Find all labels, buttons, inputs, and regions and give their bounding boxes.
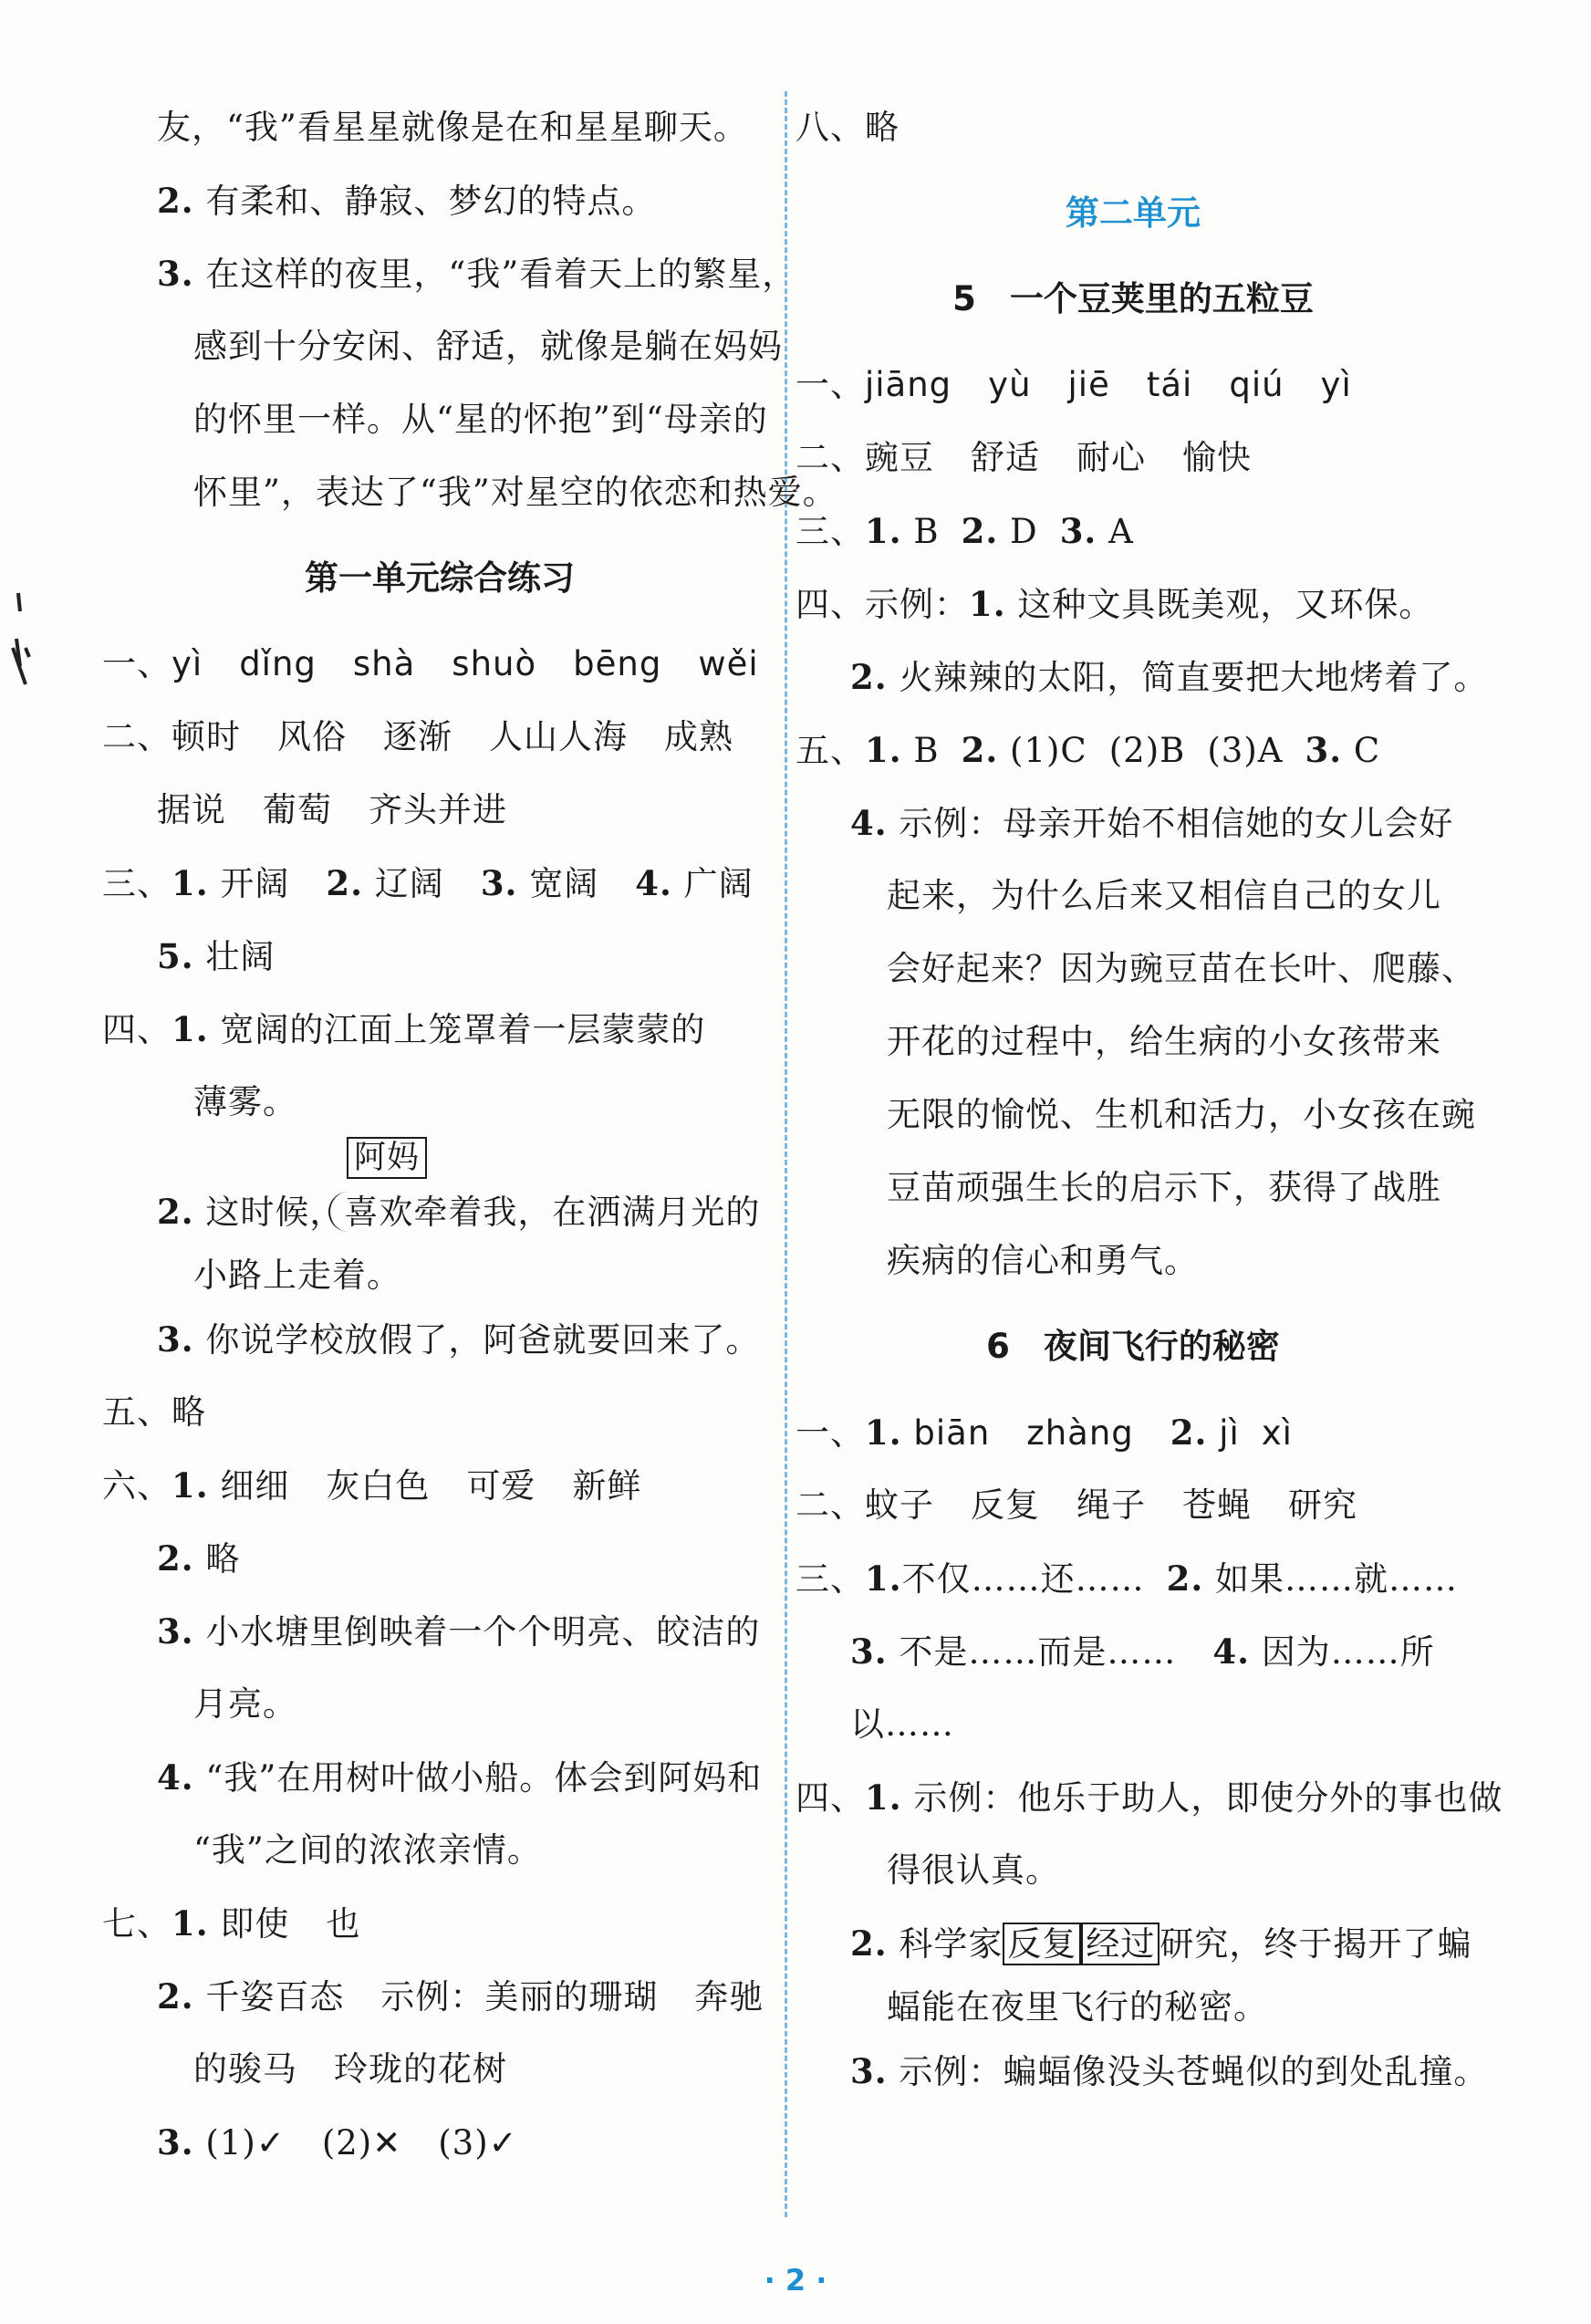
answer-line: 七、1. 即使 也 (102, 1903, 361, 1944)
answer-line: 月亮。 (193, 1684, 297, 1724)
answer-line: 2. 火辣辣的太阳，简直要把大地烤着了。 (850, 657, 1489, 697)
page-number: · 2 · (764, 2263, 827, 2298)
column-divider (785, 91, 787, 2217)
answer-line: 友，“我”看星星就像是在和星星聊天。 (157, 108, 748, 147)
answer-line: 二、顿时 风俗 逐渐 人山人海 成熟 (102, 717, 733, 756)
answer-line: 2. 有柔和、静寂、梦幻的特点。 (157, 181, 657, 221)
answer-line: 五、略 (102, 1392, 206, 1432)
margin-scan-mark (7, 584, 35, 703)
answer-line: 小路上走着。 (193, 1256, 401, 1295)
answer-line: 4. “我”在用树叶做小船。体会到阿妈和 (157, 1757, 763, 1798)
answer-line: 5. 壮阔 (157, 936, 276, 976)
answer-line: 八、略 (796, 108, 899, 147)
answer-line: 一、jiāng yù jiē tái qiú yì (796, 365, 1352, 404)
answer-line: 四、1. 示例：他乐于助人，即使分外的事也做 (796, 1777, 1503, 1818)
answer-line: 四、示例：1. 这种文具既美观，又环保。 (796, 584, 1434, 624)
answer-line: 2. 千姿百态 示例：美丽的珊瑚 奔驰 (157, 1976, 764, 2017)
answer-line: 一、yì dǐng shà shuò bēng wěi (102, 644, 759, 683)
lesson-heading: 6 夜间飞行的秘密 (986, 1327, 1280, 1366)
answer-line: 六、1. 细细 灰白色 可爱 新鲜 (102, 1465, 642, 1506)
answer-line-annotated: 阿妈 2. 这时候，喜欢牵着我，在洒满月光的 (102, 1175, 777, 1248)
answer-line: 无限的愉悦、生机和活力，小女孩在豌 (887, 1095, 1476, 1134)
boxed-word: 经过 (1081, 1923, 1159, 1965)
answer-line: 二、豌豆 舒适 耐心 愉快 (796, 438, 1252, 477)
answer-line: 据说 葡萄 齐头并进 (157, 790, 507, 829)
inserted-word-box: 阿妈 (347, 1137, 427, 1179)
answer-line: 感到十分安闲、舒适，就像是躺在妈妈 (193, 327, 783, 366)
answer-line: 蝠能在夜里飞行的秘密。 (887, 1987, 1268, 2027)
answer-line: 3. 在这样的夜里，“我”看着天上的繁星， (157, 254, 797, 294)
lesson-heading: 5 一个豆荚里的五粒豆 (952, 279, 1314, 318)
answer-line: 三、1.不仅……还…… 2. 如果……就…… (796, 1558, 1459, 1599)
answer-line: 3. 不是……而是…… 4. 因为……所 (850, 1631, 1435, 1672)
answer-line: 疾病的信心和勇气。 (887, 1241, 1199, 1280)
section-heading: 第一单元综合练习 (305, 558, 575, 598)
answer-line: 三、1. 开阔 2. 辽阔 3. 宽阔 4. 广阔 (102, 863, 754, 903)
answer-line: “我”之间的浓浓亲情。 (193, 1830, 542, 1870)
answer-line: 3. 你说学校放假了，阿爸就要回来了。 (157, 1319, 761, 1360)
answer-line: 豆苗顽强生长的启示下，获得了战胜 (887, 1168, 1441, 1207)
answer-line: 三、1. B 2. D 3. A (796, 511, 1134, 551)
answer-line: 起来，为什么后来又相信自己的女儿 (887, 876, 1441, 915)
left-column (102, 91, 837, 2179)
answer-line: 的怀里一样。从“星的怀抱”到“母亲的 (193, 400, 768, 439)
answer-line: 3. 小水塘里倒映着一个个明亮、皎洁的 (157, 1611, 761, 1652)
answer-line: 2. 略 (157, 1538, 241, 1579)
answer-line: 薄雾。 (193, 1082, 297, 1121)
boxed-word: 反复 (1003, 1923, 1081, 1965)
answer-line: 3. (1)✓ (2)✕ (3)✓ (157, 2122, 518, 2162)
answer-line: 开花的过程中，给生病的小女孩带来 (887, 1022, 1441, 1061)
answer-line: 二、蚊子 反复 绳子 苍蝇 研究 (796, 1485, 1357, 1525)
answer-line: 四、1. 宽阔的江面上笼罩着一层蒙蒙的 (102, 1009, 706, 1049)
answer-line: 2. 科学家 反复 经过 研究，终于揭开了蝙 (850, 1923, 1472, 1964)
unit-heading: 第二单元 (1066, 193, 1201, 233)
answer-line: 3. 示例：蝙蝠像没头苍蝇似的到处乱撞。 (850, 2051, 1489, 2091)
right-column (796, 91, 1503, 2108)
answer-line: 一、1. biān zhàng 2. jì xì (796, 1412, 1293, 1453)
answer-line: 会好起来？因为豌豆苗在长叶、爬藤、 (887, 949, 1476, 988)
answer-line: 以…… (850, 1704, 954, 1744)
answer-line: 怀里”，表达了“我”对星空的依恋和热爱。 (193, 473, 837, 512)
answer-line: 五、1. B 2. (1)C (2)B (3)A 3. C (796, 730, 1381, 770)
answer-line: 4. 示例：母亲开始不相信她的女儿会好 (850, 803, 1454, 843)
answer-line: 得很认真。 (887, 1850, 1060, 1890)
answer-line: 的骏马 玲珑的花树 (193, 2049, 507, 2089)
